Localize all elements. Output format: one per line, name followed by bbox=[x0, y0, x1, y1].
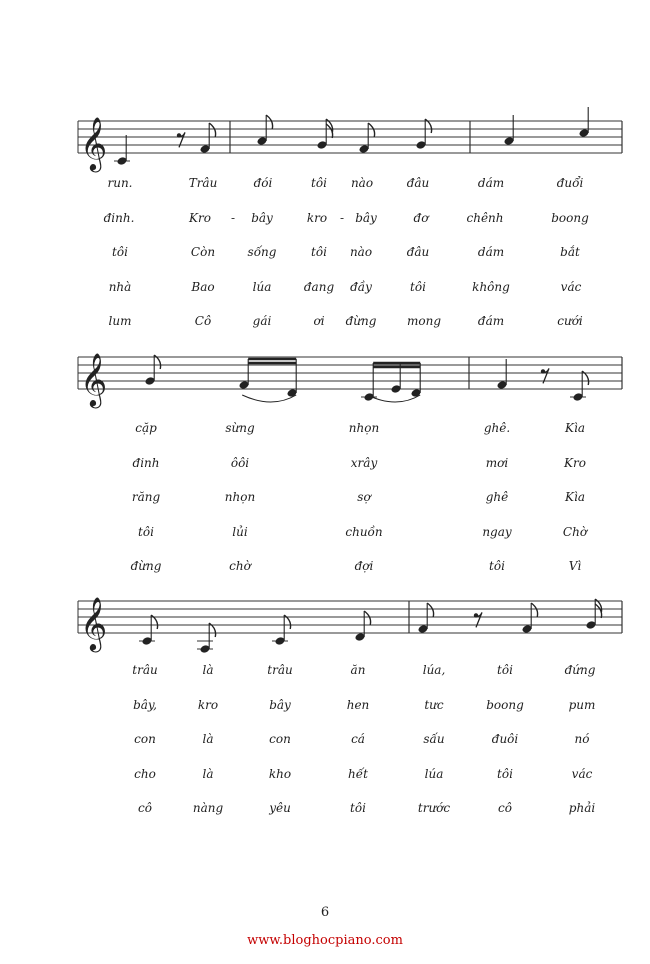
lyric-syllable: nàng bbox=[192, 801, 224, 815]
lyric-syllable: chuồn bbox=[345, 524, 383, 539]
lyric-syllable: dám bbox=[477, 176, 505, 190]
lyric-syllable: là bbox=[202, 732, 214, 746]
lyric-syllable: phải bbox=[568, 801, 596, 815]
lyric-syllable: Bao bbox=[191, 279, 215, 294]
lyric-syllable: run. bbox=[107, 176, 133, 190]
lyric-syllable: đừng bbox=[345, 314, 377, 328]
lyric-syllable: cặp bbox=[135, 421, 157, 435]
lyric-line bbox=[0, 732, 650, 752]
lyric-syllable: tôi bbox=[112, 245, 128, 259]
lyric-syllable: đuổi bbox=[556, 176, 584, 190]
lyric-line bbox=[0, 663, 650, 683]
note-flag bbox=[531, 603, 537, 617]
lyric-syllable: hen bbox=[346, 697, 370, 712]
lyric-line bbox=[0, 698, 650, 718]
lyric-syllable: cô bbox=[138, 801, 152, 815]
lyric-syllable: đói bbox=[253, 176, 273, 190]
treble-clef-icon: 𝄞 bbox=[80, 352, 108, 406]
lyric-syllable: nó bbox=[574, 732, 590, 746]
lyric-syllable: tôi bbox=[311, 176, 327, 190]
note-flag bbox=[427, 603, 433, 617]
lyric-syllable: Cô bbox=[194, 314, 212, 328]
treble-clef-icon: 𝄞 bbox=[80, 116, 108, 170]
treble-clef-icon: 𝄞 bbox=[80, 596, 108, 650]
lyric-syllable: Vì bbox=[568, 559, 582, 573]
lyric-syllable: boong bbox=[486, 697, 524, 712]
lyric-syllable: - bbox=[339, 210, 345, 225]
lyric-syllable: tưc bbox=[424, 697, 444, 712]
lyric-syllable: đám bbox=[477, 314, 505, 328]
lyric-syllable: lum bbox=[108, 314, 132, 328]
lyric-syllable: bây bbox=[355, 210, 377, 225]
lyric-syllable: đứng bbox=[564, 663, 596, 677]
lyric-syllable: boong bbox=[551, 210, 589, 225]
lyric-line bbox=[0, 801, 650, 821]
lyric-syllable: ghê bbox=[485, 490, 509, 504]
page-number: 6 bbox=[320, 905, 330, 920]
lyric-syllable: đâu bbox=[406, 176, 430, 190]
lyric-syllable: tôi bbox=[489, 559, 505, 573]
lyric-syllable: đinh. bbox=[103, 210, 135, 225]
lyric-syllable: vác bbox=[571, 766, 593, 781]
lyric-syllable: bây bbox=[269, 697, 291, 712]
lyric-syllable: đuôi bbox=[491, 732, 519, 746]
lyric-syllable: vác bbox=[560, 279, 582, 294]
lyric-syllable: yêu bbox=[269, 801, 291, 815]
lyric-syllable: sợ bbox=[357, 490, 371, 504]
lyric-syllable: mơi bbox=[485, 455, 509, 470]
lyric-syllable: Kìa bbox=[565, 490, 585, 504]
lyric-syllable: là bbox=[202, 663, 214, 677]
lyric-syllable: đừng bbox=[130, 559, 162, 573]
lyric-syllable: chờ bbox=[229, 559, 251, 573]
lyric-syllable: gái bbox=[252, 314, 272, 328]
lyric-syllable: lúa, bbox=[422, 663, 446, 677]
lyric-syllable: cưới bbox=[557, 314, 583, 328]
lyric-syllable: chênh bbox=[466, 210, 504, 225]
lyric-syllable: cá bbox=[351, 732, 365, 746]
lyric-syllable: mong bbox=[406, 314, 442, 328]
lyric-syllable: kho bbox=[268, 766, 292, 781]
lyric-syllable: trước bbox=[417, 801, 451, 815]
lyric-syllable: tôi bbox=[410, 279, 426, 294]
lyric-syllable: sừng bbox=[225, 421, 255, 435]
lyric-syllable: cho bbox=[134, 766, 156, 781]
lyric-syllable: Kro bbox=[189, 210, 211, 225]
lyric-syllable: kro bbox=[306, 210, 328, 225]
website-link[interactable]: www.bloghocpiano.com bbox=[247, 933, 403, 948]
lyric-syllable: nào bbox=[349, 245, 373, 259]
lyric-syllable: nhọn bbox=[224, 490, 256, 504]
lyric-syllable: Kro bbox=[564, 455, 586, 470]
note-flag bbox=[364, 611, 370, 625]
lyric-syllable: nhọn bbox=[348, 421, 380, 435]
lyric-syllable: Kìa bbox=[565, 421, 585, 435]
lyric-syllable: nào bbox=[350, 176, 374, 190]
lyric-syllable: tôi bbox=[350, 801, 366, 815]
lyric-syllable: sấu bbox=[423, 732, 445, 746]
lyric-line bbox=[0, 767, 650, 787]
lyric-syllable: bây bbox=[251, 210, 273, 225]
lyric-syllable: Trâu bbox=[188, 176, 218, 190]
lyric-syllable: tôi bbox=[138, 524, 154, 539]
lyric-syllable: trâu bbox=[132, 663, 158, 677]
lyric-syllable: - bbox=[230, 210, 236, 225]
lyric-syllable: đinh bbox=[132, 455, 160, 470]
lyric-syllable: bắt bbox=[560, 245, 580, 259]
lyric-syllable: lúa bbox=[252, 279, 272, 294]
lyric-syllable: đâu bbox=[406, 245, 430, 259]
lyric-syllable: hết bbox=[348, 766, 368, 781]
lyric-syllable: tôi bbox=[311, 245, 327, 259]
lyric-syllable: ơi bbox=[313, 314, 325, 328]
lyric-syllable: tôi bbox=[497, 766, 513, 781]
lyric-syllable: không bbox=[472, 279, 510, 294]
lyric-syllable: ghê. bbox=[483, 421, 511, 435]
lyric-syllable: lủi bbox=[232, 524, 248, 539]
lyric-syllable: pum bbox=[568, 697, 596, 712]
lyric-syllable: Còn bbox=[190, 245, 216, 259]
lyric-syllable: con bbox=[269, 732, 291, 746]
lyric-syllable: là bbox=[202, 766, 214, 781]
lyric-syllable: ôôi bbox=[230, 455, 250, 470]
lyric-syllable: đang bbox=[303, 279, 335, 294]
lyric-syllable: kro bbox=[197, 697, 219, 712]
lyric-syllable: Chờ bbox=[562, 524, 588, 539]
lyric-syllable: trâu bbox=[267, 663, 293, 677]
lyric-syllable: cô bbox=[498, 801, 512, 815]
lyric-syllable: nhà bbox=[108, 279, 132, 294]
lyric-syllable: xrây bbox=[350, 455, 378, 470]
lyric-syllable: đơ bbox=[413, 210, 429, 225]
lyric-syllable: con bbox=[134, 732, 156, 746]
lyric-syllable: dám bbox=[477, 245, 505, 259]
staff-notes bbox=[139, 599, 602, 654]
staff-lines bbox=[78, 596, 622, 652]
lyric-syllable: đợi bbox=[354, 559, 374, 573]
lyric-syllable: sống bbox=[247, 245, 277, 259]
lyric-syllable: ngay bbox=[482, 524, 512, 539]
lyric-syllable: đầy bbox=[350, 279, 372, 294]
lyric-syllable: tôi bbox=[497, 663, 513, 677]
lyric-syllable: ăn bbox=[350, 663, 366, 677]
lyric-syllable: răng bbox=[131, 490, 161, 504]
lyric-syllable: bây, bbox=[133, 697, 157, 712]
lyric-syllable: lúa bbox=[424, 766, 444, 781]
